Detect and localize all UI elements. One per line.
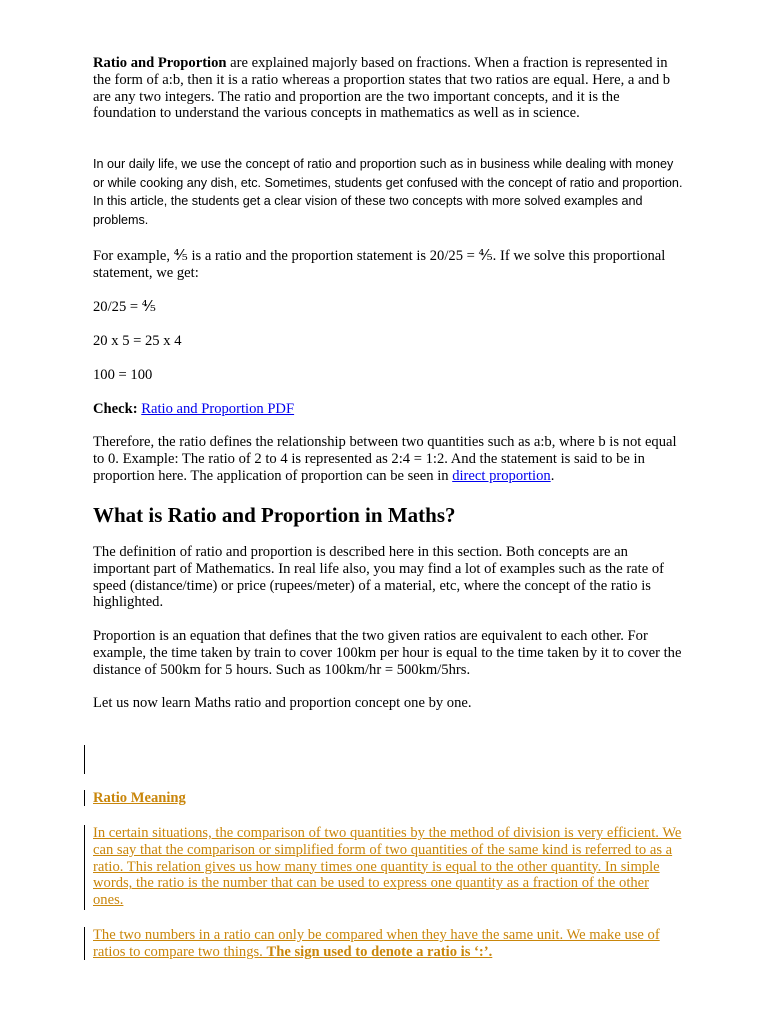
- ratio-units-paragraph: [93, 927, 683, 961]
- change-bar: [84, 927, 85, 960]
- example-paragraph: For example, ⅘ is a ratio and the proportion statement is 20/25 = ⅘. If we solve this proportional statement, we get:: [93, 248, 666, 281]
- therefore-text: Therefore, the ratio defines the relationship between two quantities such as a:b, where b is not equal to 0. Example: The ratio of 2 to 4 is represented as 2:4 = 1:2. And the statement is said to be in proportion here. The application of proportion can be seen in: [93, 434, 677, 484]
- ratio-sign-text: The sign used to denote a ratio is ‘:’.: [266, 943, 493, 960]
- example-step-3: 100 = 100: [93, 367, 153, 383]
- example-step-1: 20/25 = ⅘: [93, 299, 156, 315]
- change-bar: [84, 745, 85, 774]
- intro-lead-text: are explained majorly based on fractions. When a fraction is represented in the form of a:b, then it is a ratio whereas a proportion states that two ratios are equal. Here, a and b are any two integers. The ratio and proportion are the two important concepts, and it is the foundation to understand the various concepts in mathematics as well as in science.: [93, 55, 671, 122]
- ratio-proportion-pdf-link[interactable]: Ratio and Proportion PDF: [141, 401, 295, 417]
- change-bar: [84, 790, 85, 806]
- learn-paragraph: Let us now learn Maths ratio and proportion concept one by one.: [93, 695, 472, 711]
- example-step-2: 20 x 5 = 25 x 4: [93, 333, 182, 349]
- therefore-end: .: [550, 467, 555, 484]
- intro-paragraph: [93, 55, 683, 122]
- ratio-meaning-heading-text: Ratio Meaning: [93, 790, 186, 806]
- intro-lead-bold: Ratio and Proportion: [93, 55, 227, 71]
- definition-paragraph: The definition of ratio and proportion is described here in this section. Both concepts are an important part of Mathematics. In real life also, you may find a lot of examples such as the rate of speed (distance/time) or price (rupees/meter) of a material, etc, where the concept of the ratio is highlighted.: [93, 544, 665, 611]
- ratio-meaning-paragraph: [93, 825, 683, 909]
- direct-proportion-link[interactable]: direct proportion: [452, 467, 551, 484]
- daily-life-paragraph: In our daily life, we use the concept of ratio and proportion such as in business while dealing with money or while cooking any dish, etc. Sometimes, students get confused with the concept of ratio and proportion. In this article, the students get a clear vision of these two concepts with more solved examples and problems.: [93, 157, 683, 227]
- therefore-paragraph: [93, 434, 683, 484]
- proportion-paragraph: Proportion is an equation that defines that the two given ratios are equivalent to each other. For example, the time taken by train to cover 100km per hour is equal to the time taken by it to cover the distance of 500km for 5 hours. Such as 100km/hr = 500km/5hrs.: [93, 628, 682, 678]
- ratio-meaning-heading: [93, 790, 683, 807]
- ratio-meaning-text: In certain situations, the comparison of two quantities by the method of division is very efficient. We can say that the comparison or simplified form of two quantities of the same kind is referred to as a ratio. This relation gives us how many times one quantity is equal to the other quantity. In simple words, the ratio is the number that can be used to express one quantity as a fraction of the other ones.: [93, 825, 682, 909]
- check-label: Check:: [93, 401, 138, 417]
- change-bar: [84, 825, 85, 910]
- ratio-units-text: The two numbers in a ratio can only be compared when they have the same unit. We make use of ratios to compare two things.: [93, 927, 660, 960]
- section-heading: What is Ratio and Proportion in Maths?: [93, 503, 456, 527]
- check-line: [93, 401, 683, 418]
